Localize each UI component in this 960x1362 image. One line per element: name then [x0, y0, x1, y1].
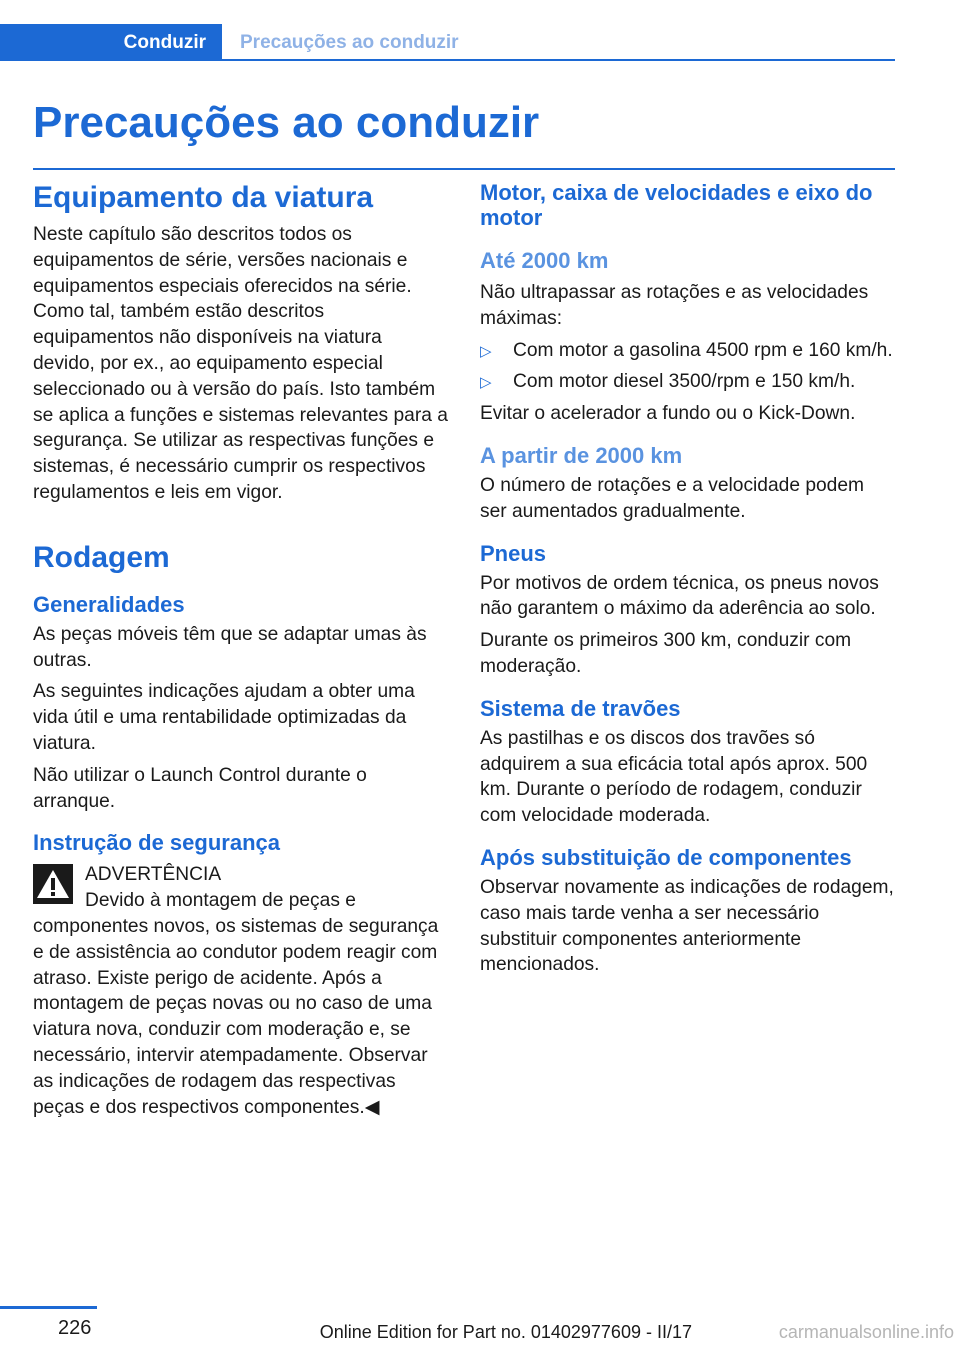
watermark-text: carmanualsonline.info [778, 1322, 954, 1342]
right-column [480, 180, 895, 978]
tab-underline [222, 59, 895, 61]
generalidades-heading: Generalidades [33, 591, 185, 617]
warning-text-content: Devido à montagem de peças e componentes novos, os sistemas de segurança e de assistência ao condutor podem reagir com atraso. Existe perigo de acidente. Após a montagem de peças novas ou no caso de uma viatura nova, conduzir com moderação e, se necessário, intervir atempadamente. Observar as indicações de rodagem das respectivas peças e dos respectivos componentes.◀ [33, 890, 439, 1118]
evitar-text: Evitar o acelerador a fundo ou o Kick-Down. [480, 403, 856, 425]
ate-2000-heading: Até 2000 km [480, 248, 609, 273]
page-title: Precauções ao conduzir [33, 98, 540, 147]
generalidades-p1: As peças móveis têm que se adaptar umas às outras. [33, 623, 427, 671]
pneus-p1: Por motivos de ordem técnica, os pneus novos não garantem o máximo da aderência ao solo. [480, 572, 879, 620]
pneus-p2: Durante os primeiros 300 km, conduzir com moderação. [480, 630, 852, 677]
equipamento-text: Neste capítulo são descritos todos os equipamentos de série, versões nacionais e equipamentos especiais oferecidos na série. Como tal, também estão descritos equipamentos não disponíveis na viatura devido, por ex., ao equipamento especial seleccionado ou à versão do país. Isto também se aplica a funções e sistemas relevantes para a segurança. Se utilizar as respectivas funções e sistemas, é necessário cumprir os respectivos regulamentos e leis em vigor. [33, 224, 448, 503]
page-number: 226 [58, 1317, 92, 1339]
equipamento-heading: Equipamento da viatura [33, 181, 374, 214]
generalidades-p2: As seguintes indicações ajudam a obter uma vida útil e uma rentabilidade optimizadas da viatura. [33, 681, 415, 754]
warning-text [33, 888, 448, 1120]
speed-limit-list [480, 338, 895, 396]
apos-substituicao-text: Observar novamente as indicações de rodagem, caso mais tarde venha a ser necessário substituir componentes anteriormente mencionados. [480, 876, 894, 976]
a-partir-2000-text: O número de rotações e a velocidade podem ser aumentados gradualmente. [480, 474, 864, 522]
travoes-text: As pastilhas e os discos dos travões só adquirem a sua eficácia total após aprox. 500 km. Durante o período de rodagem, conduzir com velocidade moderada. [480, 727, 868, 827]
warning-triangle-icon [33, 864, 73, 904]
rodagem-heading: Rodagem [33, 540, 170, 574]
list-item [480, 338, 895, 364]
warning-block [33, 862, 448, 1120]
pneus-heading: Pneus [480, 540, 547, 566]
list-item-text: Com motor a gasolina 4500 rpm e 160 km/h. [513, 339, 893, 361]
left-column [33, 180, 448, 1120]
travoes-heading: Sistema de travões [480, 695, 681, 721]
list-item [480, 369, 895, 395]
ate-2000-text: Não ultrapassar as rotações e as velocidades máximas: [480, 282, 869, 329]
triangle-bullet-icon: ▷ [480, 374, 492, 392]
motor-heading: Motor, caixa de velocidades e eixo do motor [480, 180, 873, 230]
title-divider [33, 168, 895, 170]
tab-precaucoes[interactable]: Precauções ao conduzir [240, 32, 459, 53]
a-partir-2000-heading: A partir de 2000 km [480, 442, 683, 468]
triangle-bullet-icon: ▷ [480, 342, 492, 360]
tab-conduzir[interactable]: Conduzir [0, 24, 222, 61]
apos-substituicao-heading: Após substituição de componentes [480, 844, 852, 870]
list-item-text: Com motor diesel 3500/rpm e 150 km/h. [513, 371, 856, 393]
seguranca-heading: Instrução de segurança [33, 830, 280, 856]
edition-text: Online Edition for Part no. 01402977609 - II/17 [319, 1322, 692, 1342]
warning-title: ADVERTÊNCIA [85, 864, 222, 886]
chapter-tabbar [0, 24, 895, 61]
generalidades-p3: Não utilizar o Launch Control durante o arranque. [33, 764, 367, 812]
footer-divider [0, 1306, 97, 1309]
